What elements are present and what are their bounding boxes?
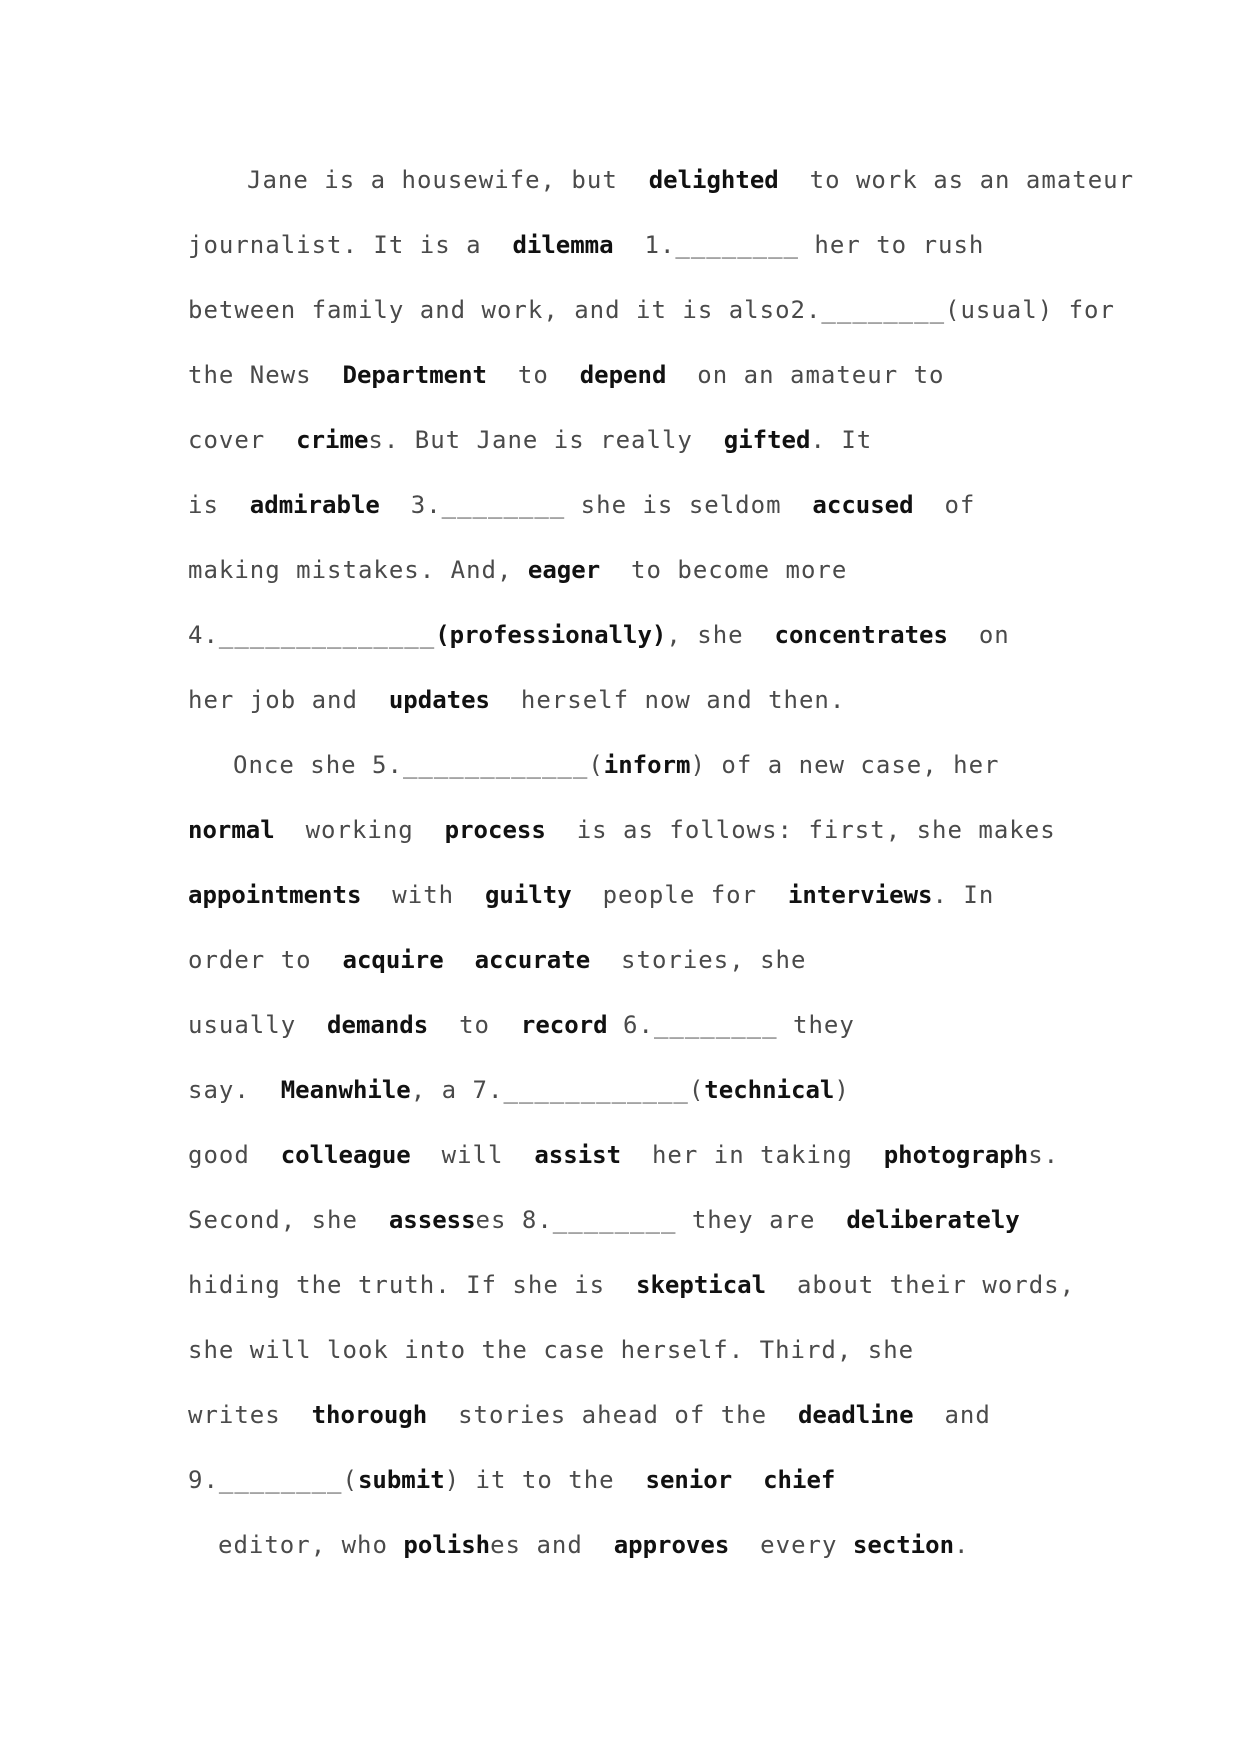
text-segment: 9.________(: [188, 1466, 358, 1494]
text-segment: dilemma: [512, 231, 614, 259]
text-line: [188, 294, 1115, 326]
text-segment: concentrates: [774, 621, 948, 649]
text-line: [188, 879, 994, 911]
text-segment: admirable: [249, 491, 380, 519]
text-segment: interviews: [787, 881, 933, 909]
text-segment: . In: [932, 881, 995, 909]
text-segment: deliberately: [846, 1206, 1020, 1234]
text-segment: 3.________ she is seldom: [379, 491, 813, 519]
text-segment: Department: [342, 361, 487, 389]
text-segment: her job and: [188, 686, 389, 714]
text-line: [188, 1334, 914, 1366]
text-segment: technical: [704, 1076, 835, 1104]
text-segment: senior: [645, 1466, 733, 1494]
text-segment: herself now and then.: [490, 686, 846, 714]
text-segment: photograph: [883, 1141, 1029, 1169]
text-segment: s.: [1028, 1141, 1060, 1169]
text-segment: submit: [357, 1466, 445, 1494]
text-segment: record: [520, 1011, 608, 1039]
text-segment: es and: [490, 1531, 614, 1559]
text-line: [188, 424, 872, 456]
text-segment: assess: [388, 1206, 476, 1234]
text-line: [188, 359, 945, 391]
text-segment: accurate: [474, 946, 591, 974]
text-segment: inform: [603, 751, 691, 779]
text-line: [188, 1399, 991, 1431]
text-segment: Jane is a housewife, but: [247, 166, 649, 194]
text-line: [188, 229, 984, 261]
text-segment: .: [954, 1531, 970, 1559]
text-segment: is: [188, 491, 250, 519]
text-segment: and: [913, 1401, 991, 1429]
text-segment: she will look into the case herself. Third, she: [188, 1336, 915, 1364]
text-segment: approves: [613, 1531, 730, 1559]
text-line: [188, 619, 1010, 651]
text-line: [247, 164, 1134, 196]
text-segment: updates: [388, 686, 490, 714]
text-segment: will: [410, 1141, 535, 1169]
text-segment: delighted: [648, 166, 779, 194]
text-line: [188, 1139, 1059, 1171]
text-line: [188, 1204, 1020, 1236]
text-segment: writes: [188, 1401, 312, 1429]
text-segment: on an amateur to: [666, 361, 945, 389]
text-segment: the News: [188, 361, 343, 389]
text-segment: [732, 1466, 763, 1494]
text-segment: section: [852, 1531, 955, 1559]
text-line: [188, 489, 975, 521]
text-segment: gifted: [723, 426, 811, 454]
text-segment: people for: [571, 881, 788, 909]
text-line: [188, 1464, 835, 1496]
text-segment: journalist. It is a: [188, 231, 513, 259]
text-segment: working: [274, 816, 445, 844]
text-segment: 6.________ they: [607, 1011, 855, 1039]
text-segment: Meanwhile: [280, 1076, 411, 1104]
text-segment: about their words,: [766, 1271, 1076, 1299]
text-line: [188, 1074, 850, 1106]
text-segment: every: [729, 1531, 853, 1559]
text-segment: Second, she: [188, 1206, 389, 1234]
text-segment: hiding the truth. If she is: [188, 1271, 637, 1299]
text-line: [188, 554, 847, 586]
text-segment: order to: [188, 946, 343, 974]
text-line: [188, 684, 845, 716]
text-segment: process: [444, 816, 546, 844]
text-segment: crime: [296, 426, 369, 454]
text-segment: accused: [812, 491, 914, 519]
text-segment: on: [947, 621, 1010, 649]
text-segment: colleague: [280, 1141, 411, 1169]
text-segment: 1.________ her to rush: [613, 231, 985, 259]
text-segment: between family and work, and it is also2.________(usual) for: [188, 296, 1115, 324]
text-segment: (professionally): [435, 621, 667, 649]
text-segment: editor, who: [218, 1531, 404, 1559]
text-segment: guilty: [484, 881, 572, 909]
text-segment: , she: [666, 621, 775, 649]
text-segment: chief: [763, 1466, 836, 1494]
text-line: [188, 1269, 1075, 1301]
text-segment: ): [834, 1076, 850, 1104]
text-line: [188, 1009, 855, 1041]
text-segment: acquire: [342, 946, 444, 974]
text-segment: assist: [534, 1141, 622, 1169]
text-segment: thorough: [311, 1401, 428, 1429]
text-segment: making mistakes. And,: [188, 556, 528, 584]
text-segment: es 8.________ they are: [475, 1206, 847, 1234]
text-segment: 4.______________: [188, 621, 436, 649]
text-line: [188, 814, 1056, 846]
text-segment: appointments: [188, 881, 362, 909]
text-segment: s. But Jane is really: [368, 426, 724, 454]
text-segment: usually: [188, 1011, 328, 1039]
text-segment: polish: [403, 1531, 491, 1559]
text-segment: skeptical: [636, 1271, 767, 1299]
text-segment: good: [188, 1141, 281, 1169]
text-segment: to: [487, 361, 580, 389]
text-line: [233, 749, 999, 781]
text-segment: Once she 5.____________(: [233, 751, 604, 779]
text-segment: stories, she: [590, 946, 807, 974]
text-segment: stories ahead of the: [427, 1401, 798, 1429]
text-segment: of: [913, 491, 976, 519]
text-segment: . It: [810, 426, 873, 454]
text-segment: with: [361, 881, 485, 909]
text-segment: , a 7.____________(: [410, 1076, 705, 1104]
text-segment: to become more: [600, 556, 848, 584]
text-segment: to: [428, 1011, 521, 1039]
text-segment: deadline: [797, 1401, 914, 1429]
text-segment: say.: [188, 1076, 281, 1104]
text-segment: demands: [327, 1011, 429, 1039]
text-segment: ) of a new case, her: [690, 751, 1000, 779]
text-segment: is as follows: first, she makes: [545, 816, 1056, 844]
text-segment: eager: [527, 556, 601, 584]
text-segment: [444, 946, 475, 974]
text-segment: ) it to the: [444, 1466, 646, 1494]
text-line: [188, 944, 806, 976]
text-segment: to work as an amateur: [778, 166, 1135, 194]
text-line: [218, 1529, 969, 1561]
text-segment: normal: [188, 816, 275, 844]
text-segment: her in taking: [621, 1141, 884, 1169]
text-segment: cover: [188, 426, 297, 454]
text-segment: depend: [579, 361, 667, 389]
